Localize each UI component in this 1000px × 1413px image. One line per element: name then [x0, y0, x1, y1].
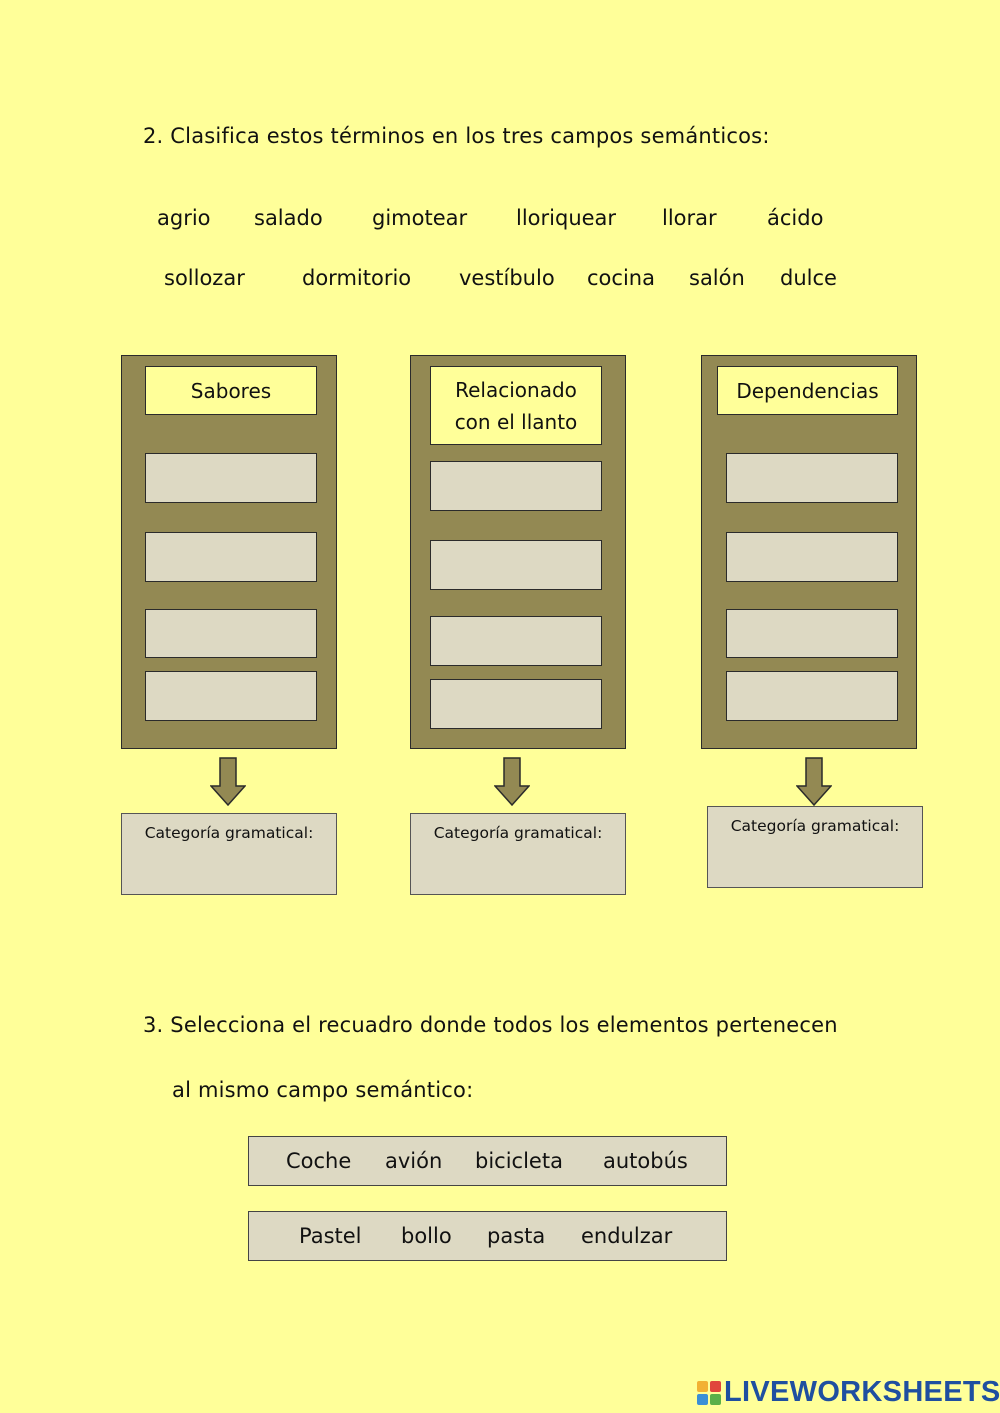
word-bank-item[interactable]: lloriquear: [516, 206, 617, 230]
word-bank-item[interactable]: llorar: [662, 206, 717, 230]
option-word: bicicleta: [475, 1149, 563, 1173]
grammatical-category-box[interactable]: [707, 806, 923, 888]
word-bank-item[interactable]: ácido: [767, 206, 824, 230]
logo-wordmark: LIVEWORKSHEETS: [724, 1376, 1000, 1408]
option-word: endulzar: [581, 1224, 673, 1248]
q3-heading-continued: al mismo campo semántico:: [172, 1078, 474, 1102]
word-bank-item[interactable]: salón: [689, 266, 745, 290]
q3-heading: 3. Selecciona el recuadro donde todos los elementos pertenecen: [143, 1013, 838, 1037]
drop-slot[interactable]: [430, 461, 602, 511]
word-bank-item[interactable]: agrio: [157, 206, 211, 230]
column-title-line: Relacionado: [455, 377, 577, 402]
word-bank-item[interactable]: cocina: [587, 266, 655, 290]
option-word: pasta: [487, 1224, 546, 1248]
drop-slot[interactable]: [145, 453, 317, 503]
word-bank-item[interactable]: gimotear: [372, 206, 468, 230]
q2-heading: 2. Clasifica estos términos en los tres campos semánticos:: [143, 124, 770, 148]
option-word: bollo: [401, 1224, 452, 1248]
grammatical-category-label: Categoría gramatical:: [433, 824, 603, 842]
word-bank-item[interactable]: dormitorio: [302, 266, 412, 290]
column-title-llanto: [430, 366, 602, 445]
word-bank-item[interactable]: salado: [254, 206, 323, 230]
down-arrow-icon: [494, 757, 530, 807]
option-word: Coche: [286, 1149, 352, 1173]
liveworksheets-logo: [696, 1376, 1000, 1409]
drop-slot[interactable]: [145, 609, 317, 658]
grammatical-category-label: Categoría gramatical:: [730, 817, 900, 835]
drop-slot[interactable]: [726, 671, 898, 721]
down-arrow-icon: [210, 757, 246, 807]
column-title-dependencias: Dependencias: [717, 366, 898, 415]
column-title-sabores: Sabores: [145, 366, 317, 415]
grammatical-category-label: Categoría gramatical:: [144, 824, 314, 842]
answer-option-2[interactable]: [248, 1211, 727, 1261]
drop-slot[interactable]: [145, 532, 317, 582]
drop-slot[interactable]: [726, 453, 898, 503]
grammatical-category-box[interactable]: [121, 813, 337, 895]
drop-slot[interactable]: [726, 609, 898, 658]
word-bank-item[interactable]: sollozar: [164, 266, 245, 290]
option-word: avión: [385, 1149, 443, 1173]
drop-slot[interactable]: [726, 532, 898, 582]
drop-slot[interactable]: [145, 671, 317, 721]
drop-slot[interactable]: [430, 540, 602, 590]
grammatical-category-box[interactable]: [410, 813, 626, 895]
answer-option-1[interactable]: [248, 1136, 727, 1186]
liveworksheets-logo-icon: [696, 1380, 722, 1406]
drop-slot[interactable]: [430, 679, 602, 729]
option-word: Pastel: [299, 1224, 362, 1248]
drop-slot[interactable]: [430, 616, 602, 666]
word-bank-item[interactable]: dulce: [780, 266, 837, 290]
column-title-line: con el llanto: [454, 409, 578, 434]
down-arrow-icon: [796, 757, 832, 807]
word-bank-item[interactable]: vestíbulo: [459, 266, 555, 290]
option-word: autobús: [603, 1149, 688, 1173]
